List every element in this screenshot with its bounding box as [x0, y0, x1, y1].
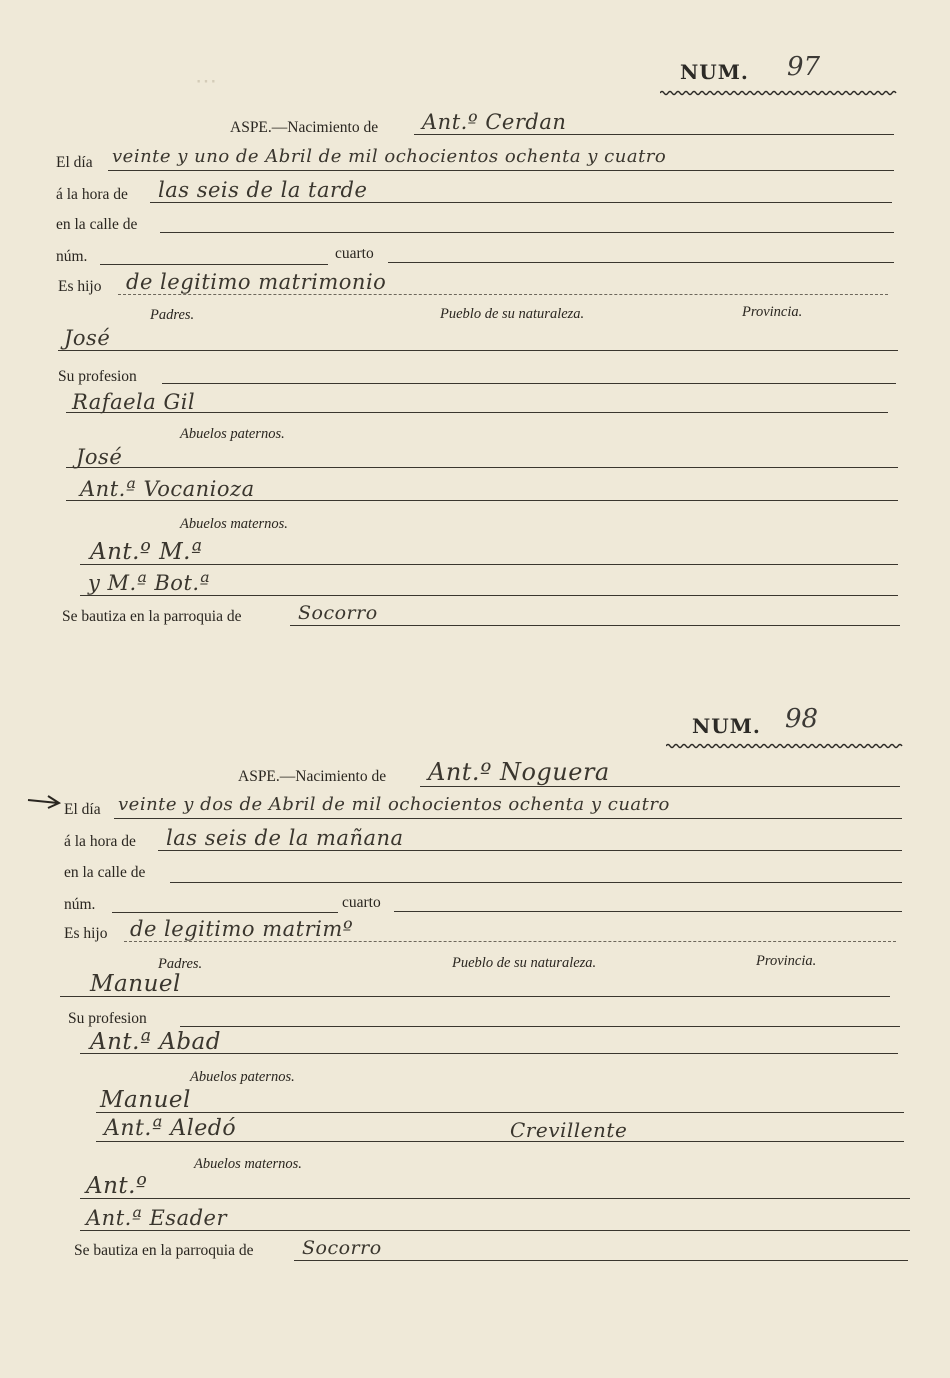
hour-label: á la hora de [64, 833, 136, 850]
paternal-grandmother: Ant.ª Aledó [104, 1116, 237, 1141]
birth-hour: las seis de la mañana [166, 826, 404, 850]
paternal-grandparents-header: Abuelos paternos. [190, 1069, 295, 1085]
profession-line [180, 1026, 900, 1027]
ornamental-rule [666, 743, 904, 749]
birth-title-label: ASPE.—Nacimiento de [238, 768, 387, 785]
room-line [394, 911, 902, 912]
hour-line [158, 850, 902, 851]
hour-label: á la hora de [56, 186, 128, 203]
number-label: núm. [56, 248, 88, 265]
street-line [170, 882, 902, 883]
parents-header: Padres. [150, 307, 195, 323]
maternal-grandfather-line [80, 564, 898, 565]
street-label: en la calle de [56, 216, 138, 233]
number-line [112, 912, 338, 913]
paternal-grandfather: Manuel [100, 1087, 191, 1113]
parents-header: Padres. [158, 956, 203, 972]
maternal-grandparents-header: Abuelos maternos. [194, 1156, 302, 1172]
father-line [58, 350, 898, 351]
birth-date: veinte y dos de Abril de mil ochocientos ochenta y cuatro [118, 794, 670, 815]
margin-arrow-icon [26, 793, 62, 809]
paternal-grandmother: Ant.ª Vocanioza [80, 477, 255, 501]
parish-line [290, 625, 900, 626]
record-number-value: 97 [787, 52, 821, 82]
child-name: Ant.º Cerdan [422, 110, 567, 134]
number-label: núm. [64, 896, 96, 913]
parish-line [294, 1260, 908, 1261]
street-label: en la calle de [64, 864, 146, 881]
child-name: Ant.º Noguera [428, 758, 610, 786]
room-label: cuarto [335, 245, 374, 262]
maternal-grandfather: Ant.º [86, 1173, 148, 1199]
paternal-grandparents-header: Abuelos paternos. [180, 426, 285, 442]
street-line [160, 232, 894, 233]
maternal-grandmother: y M.ª Bot.ª [88, 571, 211, 595]
father-name: Manuel [90, 971, 181, 997]
day-line [114, 818, 902, 819]
name-line [420, 786, 900, 787]
father-name: José [64, 326, 111, 350]
maternal-grandmother-line [80, 1230, 910, 1231]
child-of-line [118, 294, 888, 295]
paternal-grandfather-line [66, 467, 898, 468]
parish-name: Socorro [298, 602, 378, 624]
mother-name: Rafaela Gil [72, 390, 196, 414]
room-line [388, 262, 894, 263]
province-header: Provincia. [742, 304, 803, 320]
name-line [414, 134, 894, 135]
hometown-header: Pueblo de su naturaleza. [452, 955, 597, 971]
child-of-label: Es hijo [58, 278, 102, 295]
hometown-header: Pueblo de su naturaleza. [440, 306, 585, 322]
child-of-line [124, 941, 896, 942]
day-line [108, 170, 894, 171]
birth-hour: las seis de la tarde [158, 178, 368, 202]
hour-line [150, 202, 892, 203]
bleed-through-text: ⋯ [195, 68, 217, 93]
maternal-grandfather-line [80, 1198, 910, 1199]
paternal-grandmother-line [96, 1141, 904, 1142]
parish-name: Socorro [302, 1237, 382, 1259]
parish-label: Se bautiza en la parroquia de [62, 608, 242, 625]
maternal-grandmother: Ant.ª Esader [86, 1206, 227, 1230]
record-number-label: NUM. [680, 60, 749, 84]
birth-title-label: ASPE.—Nacimiento de [230, 119, 379, 136]
room-label: cuarto [342, 894, 381, 911]
paternal-grandfather-line [96, 1112, 904, 1113]
record-number-label: NUM. [692, 714, 761, 738]
record-number-value: 98 [785, 704, 819, 734]
number-line [100, 264, 328, 265]
mother-name: Ant.ª Abad [90, 1029, 221, 1055]
father-line [60, 996, 890, 997]
grandmother-hometown: Crevillente [510, 1118, 628, 1142]
child-of-label: Es hijo [64, 925, 108, 942]
day-label: El día [56, 154, 93, 171]
ornamental-rule [660, 90, 898, 96]
paternal-grandfather: José [76, 445, 123, 469]
parish-label: Se bautiza en la parroquia de [74, 1242, 254, 1259]
profession-label: Su profesion [68, 1010, 147, 1027]
profession-label: Su profesion [58, 368, 137, 385]
day-label: El día [64, 801, 101, 818]
maternal-grandfather: Ant.º M.ª [90, 539, 203, 565]
maternal-grandparents-header: Abuelos maternos. [180, 516, 288, 532]
profession-line [162, 383, 896, 384]
legitimacy: de legitimo matrimonio [126, 270, 387, 294]
province-header: Provincia. [756, 953, 817, 969]
maternal-grandmother-line [80, 595, 898, 596]
birth-date: veinte y uno de Abril de mil ochocientos ochenta y cuatro [112, 146, 667, 167]
legitimacy: de legitimo matrimº [130, 917, 354, 941]
